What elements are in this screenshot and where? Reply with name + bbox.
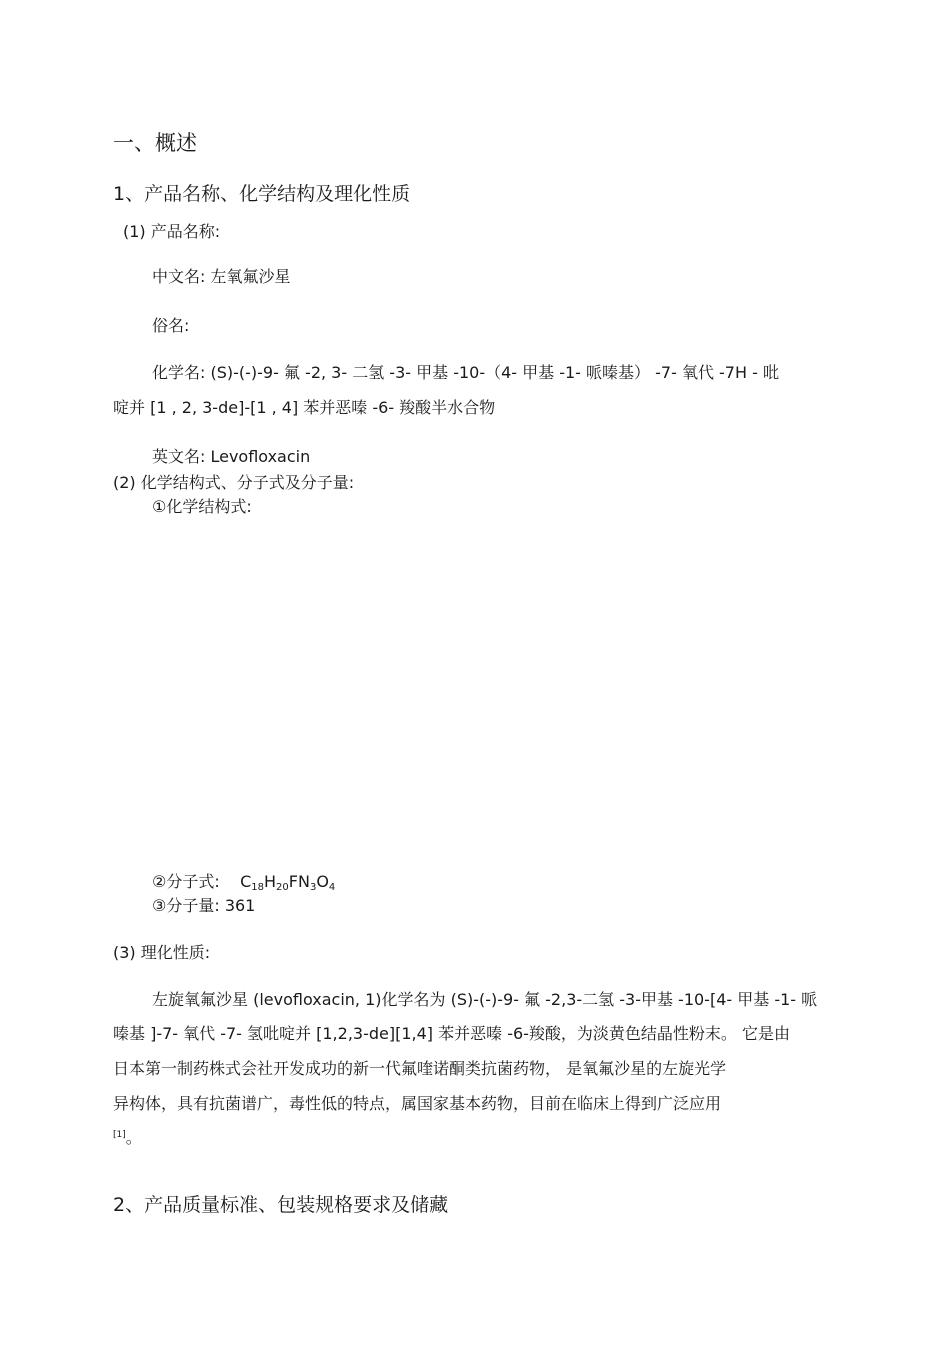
formula-h-count: 20	[276, 882, 289, 893]
formula-c-count: 18	[251, 882, 264, 893]
chemical-name-line-2: 啶并 [1 , 2, 3-de]-[1 , 4] 苯并恶嗪 -6- 羧酸半水合物	[113, 398, 496, 417]
properties-line-4: 异构体，具有抗菌谱广，毒性低的特点，属国家基本药物，目前在临床上得到广泛应用	[113, 1094, 722, 1113]
subsection-title-2: 2、产品质量标准、包装规格要求及储藏	[113, 1194, 449, 1216]
formula-n-count: 3	[309, 882, 317, 893]
english-name: 英文名: Levofloxacin	[152, 447, 311, 466]
properties-line-3: 日本第一制药株式会社开发成功的新一代氟喹诺酮类抗菌药物， 是氧氟沙星的左旋光学	[113, 1059, 727, 1078]
formula-o-count: 4	[328, 882, 336, 893]
common-name: 俗名:	[152, 316, 190, 335]
subsection-title-1: 1、产品名称、化学结构及理化性质	[113, 183, 411, 205]
structure-heading: (2) 化学结构式、分子式及分子量:	[113, 473, 355, 492]
formula-c: C	[240, 872, 252, 891]
formula-h: H	[264, 872, 277, 891]
sentence-end: 。	[125, 1128, 142, 1147]
molecular-formula	[152, 869, 335, 892]
citation-ref: [1]	[113, 1130, 126, 1140]
formula-o: O	[316, 872, 329, 891]
chemical-name-line-1: 化学名: (S)-(-)-9- 氟 -2, 3- 二氢 -3- 甲基 -10-（4- 甲基 -1- 哌嗪基） -7- 氧代 -7H - 吡	[152, 363, 779, 382]
structural-formula-label: ①化学结构式:	[152, 497, 252, 516]
molecular-weight: ③分子量: 361	[152, 896, 256, 915]
section-title: 一、概述	[113, 131, 197, 155]
properties-line-5	[113, 1125, 142, 1148]
product-name-heading: (1) 产品名称:	[123, 222, 221, 241]
formula-fn: FN	[288, 872, 310, 891]
molecular-formula-label: ②分子式:	[152, 872, 220, 891]
chinese-name: 中文名: 左氧氟沙星	[152, 267, 291, 286]
properties-heading: (3) 理化性质:	[113, 943, 211, 962]
properties-line-1: 左旋氧氟沙星 (levofloxacin, 1)化学名为 (S)-(-)-9- 氟 -2,3-二氢 -3-甲基 -10-[4- 甲基 -1- 哌	[152, 990, 818, 1009]
properties-line-2: 嗪基 ]-7- 氧代 -7- 氢吡啶并 [1,2,3-de][1,4] 苯并恶嗪 -6-羧酸，为淡黄色结晶性粉末。 它是由	[113, 1024, 791, 1043]
structure-image-area	[150, 525, 840, 855]
